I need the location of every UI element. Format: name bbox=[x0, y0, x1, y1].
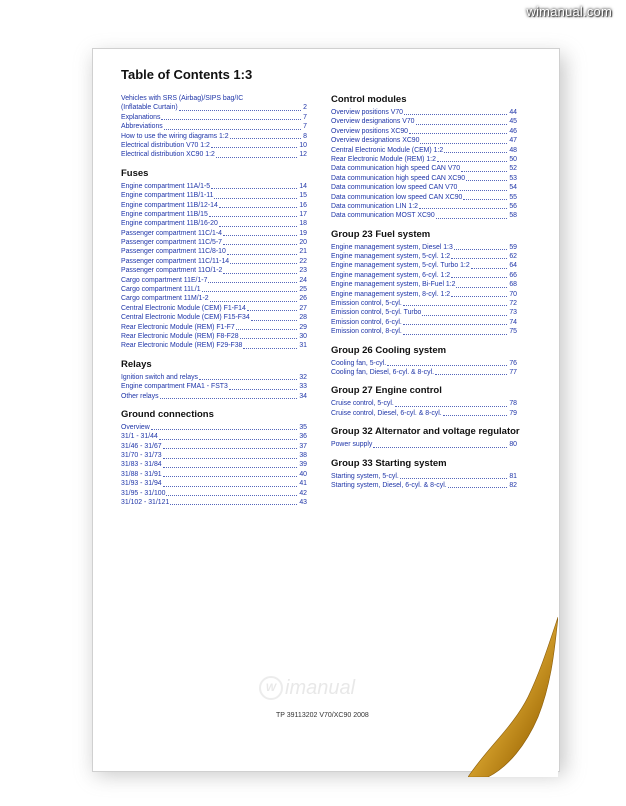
toc-entry-label: Overview designations V70 bbox=[331, 118, 415, 126]
section-heading: Group 33 Starting system bbox=[331, 457, 447, 469]
toc-page-number: 62 bbox=[509, 253, 517, 261]
dot-leader bbox=[466, 180, 507, 181]
dot-leader bbox=[223, 235, 297, 236]
dot-leader bbox=[208, 282, 297, 283]
dot-leader bbox=[164, 129, 301, 130]
toc-entry-link[interactable] bbox=[331, 308, 517, 317]
dot-leader bbox=[151, 429, 298, 430]
toc-page-number: 36 bbox=[299, 433, 307, 441]
toc-entry-label: Data communication high speed CAN V70 bbox=[331, 165, 461, 173]
dot-leader bbox=[403, 334, 507, 335]
toc-section bbox=[331, 94, 517, 221]
toc-entry-link[interactable] bbox=[121, 276, 307, 285]
toc-entry-link[interactable] bbox=[331, 290, 517, 299]
toc-page-number: 10 bbox=[299, 141, 307, 149]
dot-leader bbox=[230, 263, 297, 264]
toc-page-number: 76 bbox=[509, 359, 517, 367]
toc-page-number: 45 bbox=[509, 118, 517, 126]
toc-entry-link[interactable] bbox=[121, 332, 307, 341]
toc-page-number: 73 bbox=[509, 309, 517, 317]
toc-entry-label: Rear Electronic Module (REM) F1-F7 bbox=[121, 323, 235, 331]
toc-section bbox=[331, 229, 517, 337]
toc-entry-label: Data communication low speed CAN XC90 bbox=[331, 193, 463, 201]
dot-leader bbox=[395, 406, 508, 407]
toc-entry-label: Engine management system, 5-cyl. 1:2 bbox=[331, 253, 451, 261]
toc-entry-label: Cooling fan, 5-cyl. bbox=[331, 359, 387, 367]
toc-entry-link[interactable] bbox=[121, 498, 307, 507]
page-curl-icon bbox=[468, 617, 558, 777]
toc-entry-label: 31/46 - 31/67 bbox=[121, 442, 162, 450]
toc-section bbox=[121, 168, 307, 351]
toc-page-number: 15 bbox=[299, 192, 307, 200]
toc-entry-label: Data communication low speed CAN V70 bbox=[331, 184, 458, 192]
toc-page-number: 28 bbox=[299, 314, 307, 322]
toc-entry-link[interactable] bbox=[121, 442, 307, 451]
dot-leader bbox=[230, 138, 302, 139]
dot-leader bbox=[409, 133, 507, 134]
toc-page-number: 20 bbox=[299, 239, 307, 247]
dot-leader bbox=[443, 415, 508, 416]
toc-page-number: 70 bbox=[509, 290, 517, 298]
dot-leader bbox=[161, 119, 301, 120]
toc-page-number: 26 bbox=[299, 295, 307, 303]
toc-entry-link[interactable] bbox=[121, 113, 307, 122]
toc-entry-link[interactable] bbox=[331, 183, 517, 192]
toc-page-number: 58 bbox=[509, 212, 517, 220]
dot-leader bbox=[163, 467, 298, 468]
dot-leader bbox=[179, 110, 301, 111]
toc-entry-link[interactable] bbox=[331, 252, 517, 261]
dot-leader bbox=[373, 447, 507, 448]
toc-entry-label: Ignition switch and relays bbox=[121, 373, 198, 381]
dot-leader bbox=[247, 310, 297, 311]
toc-page-number: 16 bbox=[299, 201, 307, 209]
toc-entry-link[interactable] bbox=[331, 211, 517, 220]
toc-entry-link[interactable] bbox=[121, 122, 307, 131]
section-heading: Group 32 Alternator and voltage regulator bbox=[331, 426, 520, 438]
toc-entry-link[interactable] bbox=[331, 164, 517, 173]
toc-entry-label: Overview bbox=[121, 423, 150, 431]
toc-entry-label: Engine compartment 11B/12-14 bbox=[121, 201, 218, 209]
toc-page-number: 33 bbox=[299, 383, 307, 391]
dot-leader bbox=[163, 448, 298, 449]
toc-page-number: 29 bbox=[299, 323, 307, 331]
dot-leader bbox=[454, 249, 508, 250]
toc-page-number: 82 bbox=[509, 481, 517, 489]
toc-section bbox=[121, 359, 307, 401]
toc-page-number: 52 bbox=[509, 165, 517, 173]
dot-leader bbox=[160, 398, 298, 399]
dot-leader bbox=[437, 161, 507, 162]
toc-entry-label: Engine management system, 6-cyl. 1:2 bbox=[331, 271, 451, 279]
dot-leader bbox=[159, 439, 298, 440]
toc-entry-label: Emission control, 6-cyl. bbox=[331, 318, 402, 326]
section-heading: Relays bbox=[121, 358, 152, 370]
dot-leader bbox=[403, 305, 507, 306]
toc-entry-link[interactable] bbox=[121, 238, 307, 247]
toc-entry-label: Explanations bbox=[121, 113, 161, 121]
dot-leader bbox=[236, 329, 298, 330]
toc-entry-label: 31/93 - 31/94 bbox=[121, 480, 162, 488]
toc-entry-label: Data communication MOST XC90 bbox=[331, 212, 435, 220]
dot-leader bbox=[451, 258, 507, 259]
toc-entry-label: Passenger compartment 11C/11-14 bbox=[121, 257, 230, 265]
toc-entry-link[interactable] bbox=[121, 392, 307, 401]
toc-entry-link[interactable] bbox=[121, 323, 307, 332]
toc-entry-label: Cargo compartment 11M/1-2 bbox=[121, 295, 209, 303]
toc-page-number: 35 bbox=[299, 423, 307, 431]
toc-section bbox=[331, 458, 517, 491]
toc-entry-label: Power supply bbox=[331, 441, 373, 449]
dot-leader bbox=[210, 301, 298, 302]
toc-entry-link[interactable] bbox=[121, 373, 307, 382]
toc-entry-label: 31/83 - 31/84 bbox=[121, 461, 162, 469]
toc-entry-link[interactable] bbox=[331, 299, 517, 308]
toc-page-number: 12 bbox=[299, 151, 307, 159]
toc-entry-link[interactable] bbox=[331, 117, 517, 126]
dot-leader bbox=[451, 296, 507, 297]
dot-leader bbox=[216, 157, 297, 158]
toc-entry-label: Electrical distribution V70 1:2 bbox=[121, 141, 210, 149]
dot-leader bbox=[211, 147, 297, 148]
section-heading: Group 27 Engine control bbox=[331, 385, 442, 397]
toc-entry-label: Engine compartment FMA1 - FST3 bbox=[121, 383, 228, 391]
dot-leader bbox=[444, 152, 507, 153]
toc-entry-label: Engine management system, 5-cyl. Turbo 1:2 bbox=[331, 262, 470, 270]
toc-page-number: 18 bbox=[299, 220, 307, 228]
toc-page-number: 42 bbox=[299, 489, 307, 497]
toc-entry-label: Central Electronic Module (CEM) F15-F34 bbox=[121, 314, 250, 322]
toc-section bbox=[331, 345, 517, 378]
toc-entry-link[interactable] bbox=[121, 210, 307, 219]
toc-entry-link[interactable] bbox=[121, 489, 307, 498]
logo-letter: W bbox=[259, 676, 283, 700]
document-reference: TP 39113202 V70/XC90 2008 bbox=[276, 712, 369, 719]
dot-leader bbox=[166, 495, 297, 496]
toc-entry-link[interactable] bbox=[331, 327, 517, 336]
section-heading: Fuses bbox=[121, 167, 149, 179]
toc-entry-label: 31/102 - 31/121 bbox=[121, 499, 170, 507]
dot-leader bbox=[422, 315, 507, 316]
toc-entry-label: Cooling fan, Diesel, 6-cyl. & 8-cyl. bbox=[331, 368, 435, 376]
toc-page-number: 14 bbox=[299, 182, 307, 190]
toc-entry-link[interactable] bbox=[331, 399, 517, 408]
toc-page-number: 2 bbox=[303, 104, 307, 112]
dot-leader bbox=[458, 190, 507, 191]
section-heading: Group 23 Fuel system bbox=[331, 228, 431, 240]
toc-entry-label: Central Electronic Module (CEM) 1:2 bbox=[331, 146, 444, 154]
toc-page-number: 78 bbox=[509, 400, 517, 408]
toc-entry-link[interactable] bbox=[331, 481, 517, 490]
toc-entry-link[interactable] bbox=[121, 479, 307, 488]
dot-leader bbox=[211, 188, 297, 189]
toc-page-number: 25 bbox=[299, 286, 307, 294]
toc-page-number: 50 bbox=[509, 155, 517, 163]
toc-entry-link[interactable] bbox=[331, 271, 517, 280]
section-heading: Group 26 Cooling system bbox=[331, 344, 447, 356]
toc-entry-link[interactable] bbox=[331, 193, 517, 202]
toc-entry-link[interactable] bbox=[121, 201, 307, 210]
wimanual-logo bbox=[259, 676, 377, 700]
toc-page-number: 23 bbox=[299, 267, 307, 275]
toc-entry-link[interactable] bbox=[331, 108, 517, 117]
toc-entry-label: Engine management system, Bi-Fuel 1:2 bbox=[331, 281, 456, 289]
toc-entry-label: 31/88 - 31/91 bbox=[121, 470, 162, 478]
toc-entry-label: Rear Electronic Module (REM) 1:2 bbox=[331, 155, 436, 163]
toc-page-number: 64 bbox=[509, 262, 517, 270]
toc-page-number: 74 bbox=[509, 318, 517, 326]
toc-entry-link[interactable] bbox=[121, 341, 307, 350]
toc-entry-label: Other relays bbox=[121, 392, 159, 400]
toc-entry-link[interactable] bbox=[121, 470, 307, 479]
toc-page-number: 38 bbox=[299, 452, 307, 460]
toc-entry-label: Passenger compartment 11C/1-4 bbox=[121, 229, 222, 237]
toc-page-number: 34 bbox=[299, 392, 307, 400]
toc-entry-label: Cruise control, Diesel, 6-cyl. & 8-cyl. bbox=[331, 409, 442, 417]
toc-entry-label: Overview positions XC90 bbox=[331, 127, 408, 135]
dot-leader bbox=[420, 143, 507, 144]
toc-entry-label: Emission control, 5-cyl. bbox=[331, 300, 402, 308]
toc-page-number: 56 bbox=[509, 202, 517, 210]
toc-entry-label: Data communication LIN 1:2 bbox=[331, 202, 418, 210]
toc-entry-label: Vehicles with SRS (Airbag)/SIPS bag/IC bbox=[121, 94, 244, 102]
toc-page-number: 53 bbox=[509, 174, 517, 182]
toc-entry-label: Data communication high speed CAN XC90 bbox=[331, 174, 466, 182]
dot-leader bbox=[214, 198, 297, 199]
toc-entry-link[interactable] bbox=[121, 103, 307, 112]
dot-leader bbox=[387, 365, 507, 366]
toc-page-number: 44 bbox=[509, 108, 517, 116]
toc-entry-label: Central Electronic Module (CEM) F1-F14 bbox=[121, 304, 246, 312]
toc-entry-link[interactable] bbox=[331, 127, 517, 136]
right-column bbox=[331, 94, 520, 498]
dot-leader bbox=[435, 374, 507, 375]
dot-leader bbox=[227, 254, 298, 255]
page-title: Table of Contents 1:3 bbox=[121, 67, 253, 82]
toc-entry-link[interactable] bbox=[121, 432, 307, 441]
dot-leader bbox=[456, 287, 507, 288]
logo-text: imanual bbox=[285, 676, 356, 699]
toc-page-number: 24 bbox=[299, 276, 307, 284]
toc-entry-label: Starting system, Diesel, 6-cyl. & 8-cyl. bbox=[331, 481, 447, 489]
toc-entry-link[interactable] bbox=[121, 461, 307, 470]
toc-entry-label: Rear Electronic Module (REM) F29-F38 bbox=[121, 342, 243, 350]
toc-entry-label: Electrical distribution XC90 1:2 bbox=[121, 151, 215, 159]
toc-section bbox=[121, 409, 307, 508]
toc-entry-label: Passenger compartment 11C/8-10 bbox=[121, 248, 226, 256]
dot-leader bbox=[471, 268, 508, 269]
dot-leader bbox=[223, 273, 297, 274]
dot-leader bbox=[229, 389, 297, 390]
toc-entry-link[interactable] bbox=[121, 94, 307, 103]
toc-entry-label: Overview positions V70 bbox=[331, 108, 404, 116]
toc-page-number: 8 bbox=[303, 132, 307, 140]
toc-entry-label: Cargo compartment 11L/1 bbox=[121, 286, 201, 294]
toc-section bbox=[331, 385, 517, 418]
toc-entry-link[interactable] bbox=[331, 155, 517, 164]
section-heading: Ground connections bbox=[121, 408, 214, 420]
dot-leader bbox=[403, 324, 507, 325]
toc-entry-link[interactable] bbox=[121, 229, 307, 238]
toc-entry-label: Engine management system, Diesel 1:3 bbox=[331, 243, 453, 251]
dot-leader bbox=[436, 218, 508, 219]
toc-entry-link[interactable] bbox=[331, 261, 517, 270]
toc-entry-link[interactable] bbox=[331, 409, 517, 418]
site-watermark: wimanual.com bbox=[526, 4, 612, 19]
dot-leader bbox=[163, 476, 298, 477]
toc-entry-link[interactable] bbox=[331, 318, 517, 327]
toc-page-number: 7 bbox=[303, 113, 307, 121]
toc-entry-link[interactable] bbox=[121, 182, 307, 191]
toc-page-number: 19 bbox=[299, 229, 307, 237]
toc-entry-label: Overview designations XC90 bbox=[331, 137, 420, 145]
toc-entry-label: Emission control, 5-cyl. Turbo bbox=[331, 309, 422, 317]
toc-entry-link[interactable] bbox=[331, 472, 517, 481]
toc-page-number: 17 bbox=[299, 210, 307, 218]
dot-leader bbox=[209, 216, 298, 217]
toc-entry-label: Passenger compartment 11O/1-2 bbox=[121, 267, 223, 275]
toc-entry-link[interactable] bbox=[121, 247, 307, 256]
toc-page-number: 68 bbox=[509, 281, 517, 289]
dot-leader bbox=[202, 291, 298, 292]
dot-leader bbox=[416, 124, 508, 125]
toc-page-number: 30 bbox=[299, 332, 307, 340]
toc-entry-link[interactable] bbox=[331, 174, 517, 183]
toc-entry-link[interactable] bbox=[121, 304, 307, 313]
toc-entry-label: How to use the wiring diagrams 1:2 bbox=[121, 132, 229, 140]
toc-section bbox=[121, 94, 307, 160]
dot-leader bbox=[170, 504, 297, 505]
toc-page-number: 54 bbox=[509, 184, 517, 192]
toc-entry-label: Engine compartment 11B/16-20 bbox=[121, 220, 218, 228]
dot-leader bbox=[419, 208, 507, 209]
toc-page-number: 21 bbox=[299, 248, 307, 256]
toc-page-number: 22 bbox=[299, 257, 307, 265]
dot-leader bbox=[448, 487, 508, 488]
toc-entry-link[interactable] bbox=[331, 280, 517, 289]
toc-entry-link[interactable] bbox=[121, 257, 307, 266]
dot-leader bbox=[243, 348, 297, 349]
toc-entry-label: Emission control, 8-cyl. bbox=[331, 328, 402, 336]
toc-page-number: 75 bbox=[509, 328, 517, 336]
dot-leader bbox=[240, 338, 298, 339]
toc-entry-link[interactable] bbox=[331, 136, 517, 145]
toc-page-number: 31 bbox=[299, 342, 307, 350]
toc-page-number: 46 bbox=[509, 127, 517, 135]
dot-leader bbox=[404, 114, 507, 115]
toc-section bbox=[331, 426, 520, 449]
toc-entry-label: Cruise control, 5-cyl. bbox=[331, 400, 394, 408]
toc-page-number: 27 bbox=[299, 304, 307, 312]
dot-leader bbox=[163, 486, 298, 487]
toc-entry-link[interactable] bbox=[331, 359, 517, 368]
toc-entry-label: Rear Electronic Module (REM) F8-F28 bbox=[121, 332, 239, 340]
toc-entry-link[interactable] bbox=[331, 368, 517, 377]
toc-page-number: 55 bbox=[509, 193, 517, 201]
toc-entry-link[interactable] bbox=[121, 141, 307, 150]
toc-entry-link[interactable] bbox=[121, 451, 307, 460]
toc-page-number: 72 bbox=[509, 300, 517, 308]
toc-entry-link[interactable] bbox=[121, 423, 307, 432]
toc-entry-link[interactable] bbox=[121, 150, 307, 159]
dot-leader bbox=[199, 379, 297, 380]
toc-page-number: 7 bbox=[303, 123, 307, 131]
toc-page-number: 37 bbox=[299, 442, 307, 450]
toc-page-number: 79 bbox=[509, 409, 517, 417]
toc-page-number: 40 bbox=[299, 470, 307, 478]
toc-page-number: 77 bbox=[509, 368, 517, 376]
left-column bbox=[121, 94, 307, 515]
toc-page-number: 39 bbox=[299, 461, 307, 469]
toc-page-number: 48 bbox=[509, 146, 517, 154]
toc-entry-link[interactable] bbox=[121, 313, 307, 322]
dot-leader bbox=[223, 244, 297, 245]
toc-page-number: 43 bbox=[299, 499, 307, 507]
toc-entry-label: 31/1 - 31/44 bbox=[121, 433, 158, 441]
toc-entry-label: Engine compartment 11A/1-5 bbox=[121, 182, 211, 190]
section-heading: Control modules bbox=[331, 94, 407, 105]
dot-leader bbox=[163, 458, 298, 459]
toc-entry-label: Engine management system, 8-cyl. 1:2 bbox=[331, 290, 451, 298]
toc-entry-link[interactable] bbox=[121, 382, 307, 391]
toc-entry-label: Starting system, 5-cyl. bbox=[331, 472, 399, 480]
toc-entry-label: Cargo compartment 11E/1-7 bbox=[121, 276, 208, 284]
toc-entry-link[interactable] bbox=[331, 243, 517, 252]
toc-entry-link[interactable] bbox=[331, 440, 517, 449]
toc-entry-label: 31/95 - 31/100 bbox=[121, 489, 166, 497]
toc-entry-link[interactable] bbox=[331, 202, 517, 211]
toc-entry-link[interactable] bbox=[121, 266, 307, 275]
toc-entry-link[interactable] bbox=[121, 132, 307, 141]
toc-page-number: 80 bbox=[509, 441, 517, 449]
toc-entry-link[interactable] bbox=[121, 285, 307, 294]
toc-page-number: 32 bbox=[299, 373, 307, 381]
toc-entry-label: Engine compartment 11B/1-11 bbox=[121, 192, 214, 200]
dot-leader bbox=[400, 478, 508, 479]
toc-page-number: 59 bbox=[509, 243, 517, 251]
toc-entry-label: Passenger compartment 11C/5-7 bbox=[121, 239, 222, 247]
toc-entry-link[interactable] bbox=[121, 294, 307, 303]
dot-leader bbox=[451, 277, 507, 278]
toc-page-number: 47 bbox=[509, 137, 517, 145]
dot-leader bbox=[463, 199, 507, 200]
dot-leader bbox=[461, 171, 507, 172]
toc-entry-link[interactable] bbox=[121, 219, 307, 228]
toc-entry-link[interactable] bbox=[331, 146, 517, 155]
toc-page-number: 81 bbox=[509, 472, 517, 480]
toc-entry-label: Engine compartment 11B/15 bbox=[121, 210, 208, 218]
toc-page-number: 41 bbox=[299, 480, 307, 488]
toc-entry-label: 31/70 - 31/73 bbox=[121, 452, 162, 460]
dot-leader bbox=[219, 226, 298, 227]
dot-leader bbox=[251, 320, 298, 321]
toc-page-number: 66 bbox=[509, 271, 517, 279]
toc-entry-label: Abbreviations bbox=[121, 123, 163, 131]
toc-entry-link[interactable] bbox=[121, 191, 307, 200]
dot-leader bbox=[219, 207, 298, 208]
toc-entry-label: (Inflatable Curtain) bbox=[121, 104, 178, 112]
